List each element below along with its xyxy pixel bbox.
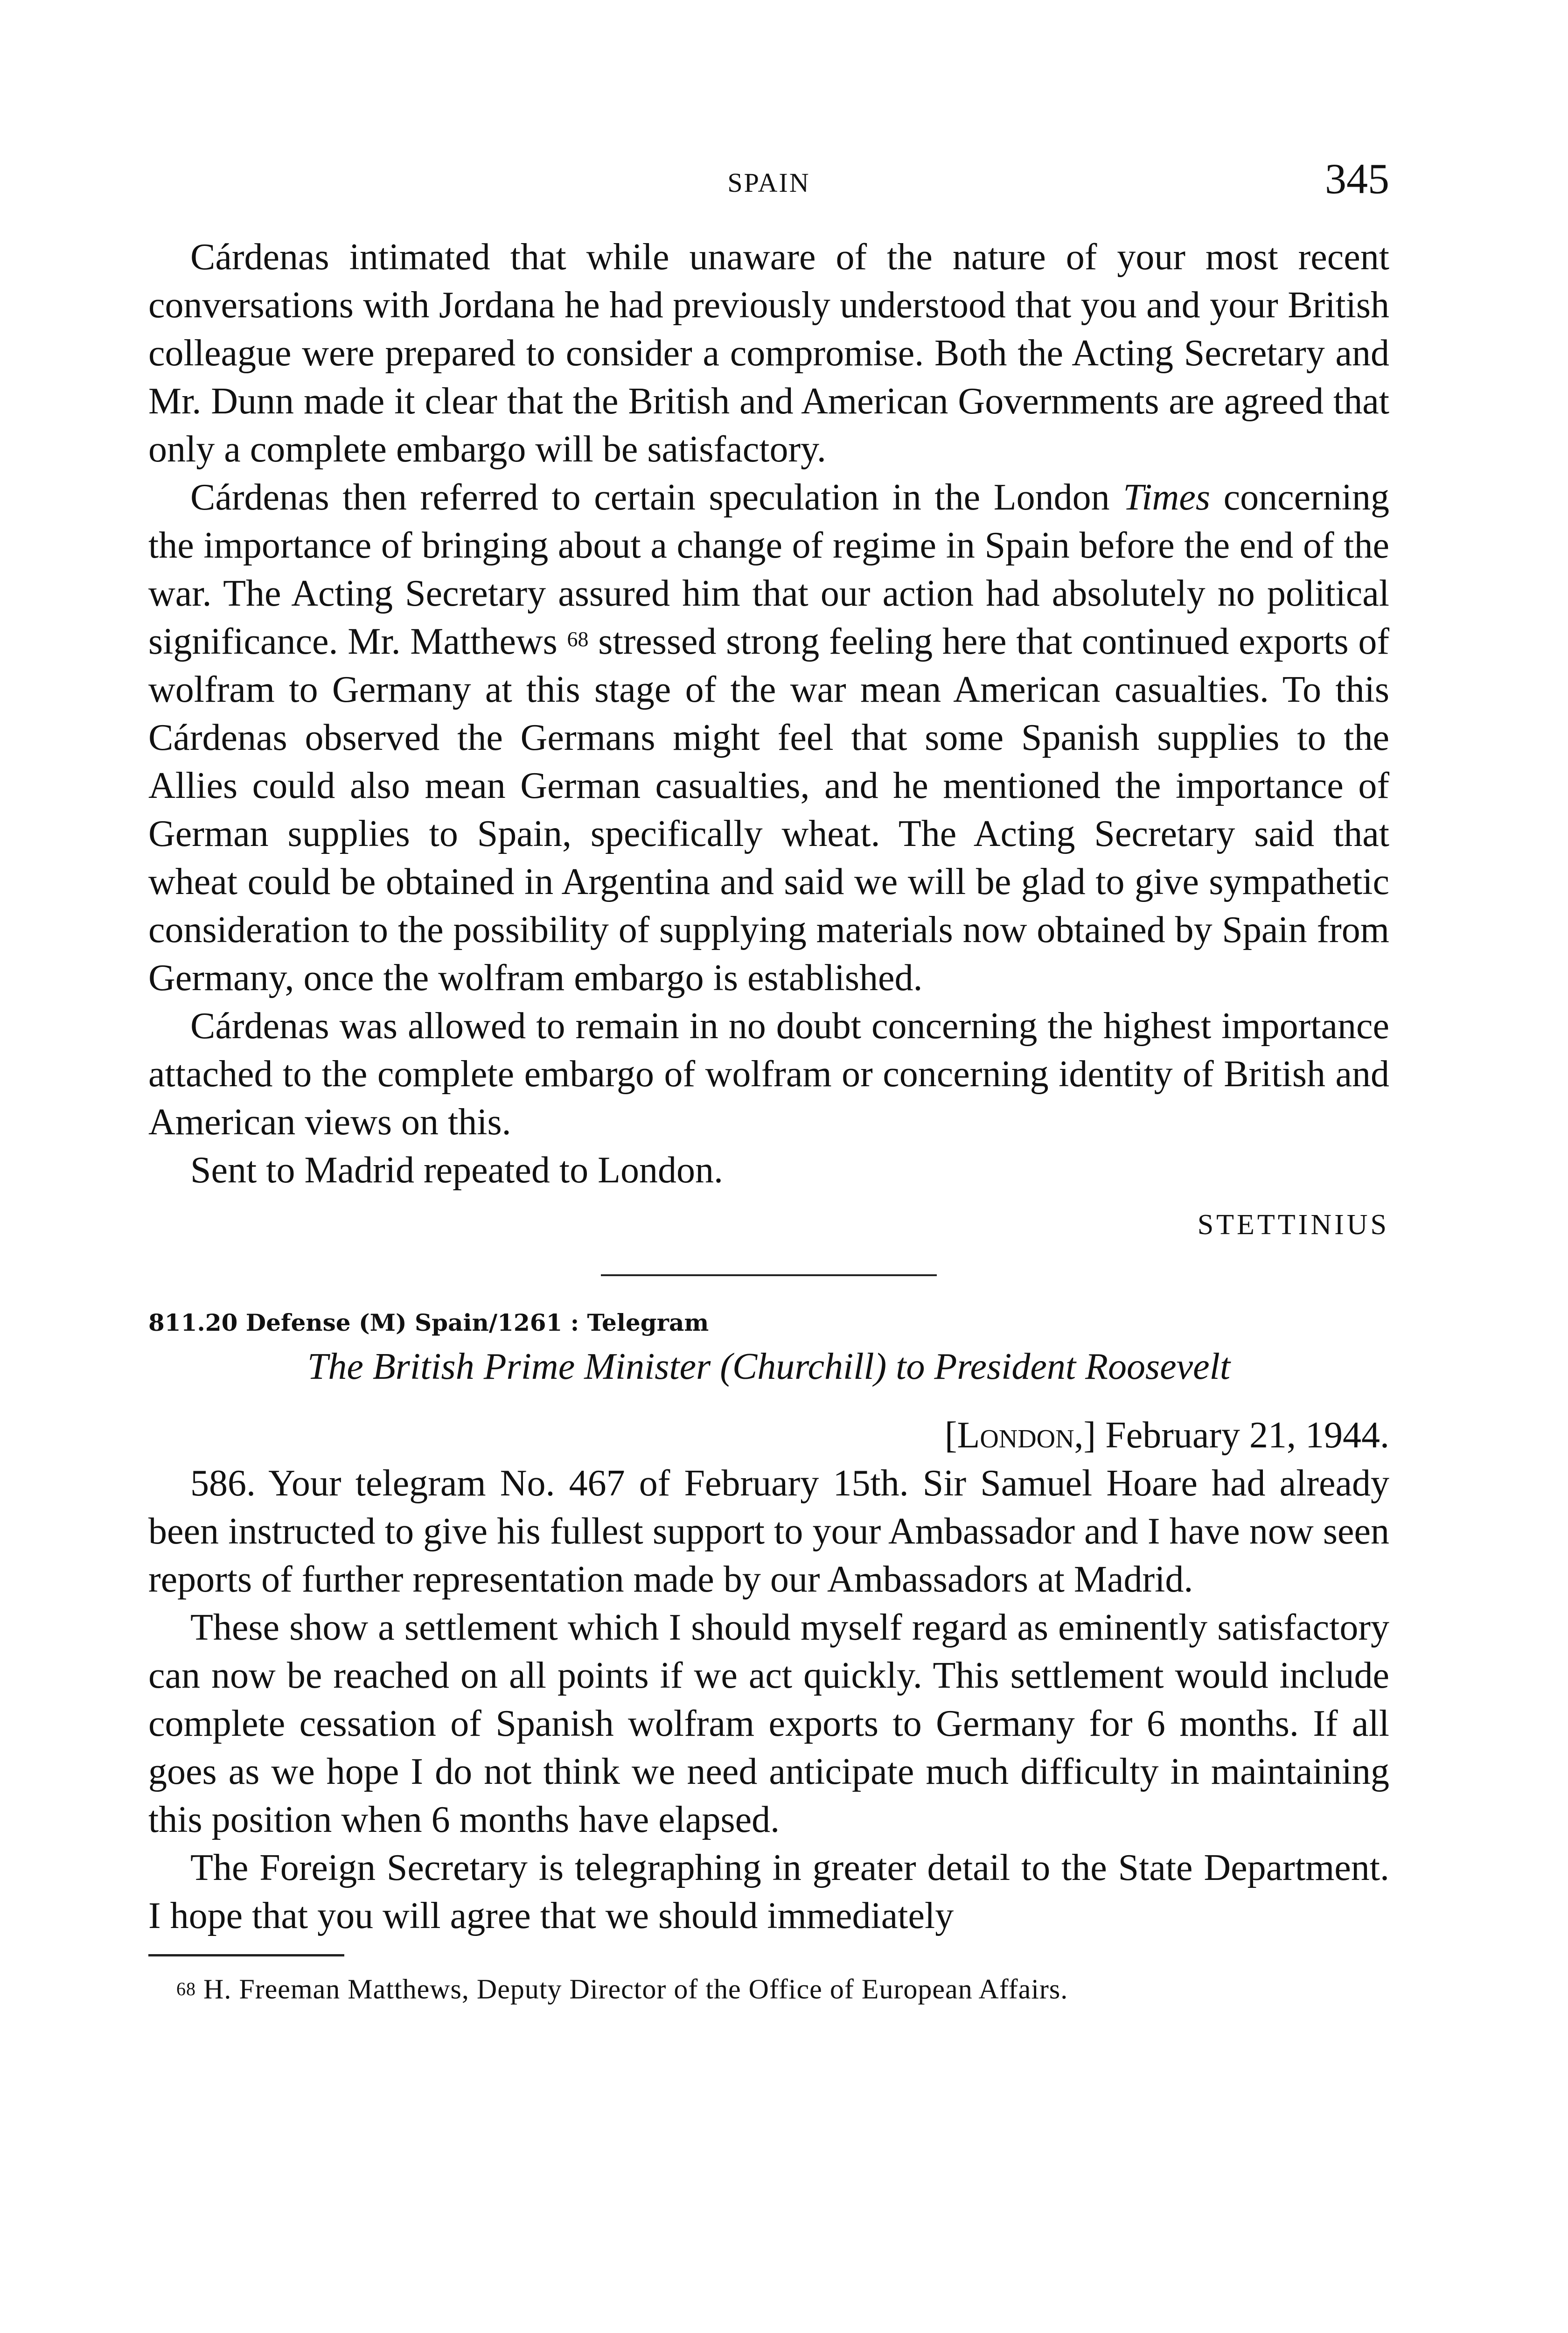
footnote-reference: 68: [567, 627, 589, 651]
signature: STETTINIUS: [1197, 1209, 1389, 1241]
file-reference: 811.20 Defense (M) Spain/1261 : Telegram: [148, 1309, 709, 1336]
paragraph: Cárdenas was allowed to remain in no doubt concerning the highest importance attached to the complete embargo of wolfram or concerning identity of British and American views on this.: [148, 1006, 1389, 1143]
running-title: SPAIN: [727, 168, 810, 198]
footnote-rule: [148, 1954, 344, 1956]
footnote-text: H. Freeman Matthews, Deputy Director of the Office of European Affairs.: [196, 1974, 1068, 2005]
section-divider: [601, 1274, 937, 1276]
paragraph: Cárdenas intimated that while unaware of the nature of your most recent conversations with Jordana he had previously understood that you and your British colleague were prepared to consider a compromise. Both the Acting Secretary and Mr. Dunn made it clear that the British and American Governments are agreed that only a complete embargo will be satisfactory.: [148, 237, 1389, 470]
footnote: [148, 1970, 1389, 2008]
body-text: [148, 233, 1389, 2008]
running-header: [148, 154, 1389, 210]
paragraph: Sent to Madrid repeated to London.: [190, 1150, 723, 1191]
paragraph: [148, 474, 1389, 1002]
document-title: The British Prime Minister (Churchill) to President Roosevelt: [307, 1346, 1231, 1387]
dateline-place: [London,]: [944, 1415, 1096, 1456]
paragraph-text: concerning the importance of bringing about a change of regime in Spain before the end of the war. The Acting Secretary assured him that our action had absolutely no political significance. Mr. Matthews: [148, 477, 1389, 662]
paragraph: 586. Your telegram No. 467 of February 15th. Sir Samuel Hoare had already been instructed to give his fullest support to your Ambassador and I have now seen reports of further representation made by our Ambassadors at Madrid.: [148, 1463, 1389, 1600]
footnote-mark: 68: [176, 1978, 196, 1999]
paragraph: The Foreign Secretary is telegraphing in greater detail to the State Department. I hope that you will agree that we should immediately: [148, 1847, 1389, 1936]
paragraph: These show a settlement which I should myself regard as eminently satisfactory can now be reached on all points if we act quickly. This settlement would include complete cessation of Spanish wolfram exports to Germany for 6 months. If all goes as we hope I do not think we need anticipate much difficulty in maintaining this position when 6 months have elapsed.: [148, 1607, 1389, 1840]
paragraph-text: stressed strong feeling here that continued exports of wolfram to Germany at this stage of the war mean American casualties. To this Cárdenas observed the Germans might feel that some Spanish supplies to the Allies could also mean German casualties, and he mentioned the importance of German supplies to Spain, specifically wheat. The Acting Secretary said that wheat could be obtained in Argentina and said we will be glad to give sympathetic consideration to the possibility of supplying materials now obtained by Spain from Germany, once the wolfram embargo is established.: [148, 621, 1390, 999]
paragraph-text: Cárdenas then referred to certain speculation in the London: [190, 477, 1123, 518]
newspaper-title: Times: [1123, 477, 1210, 518]
dateline: [148, 1411, 1389, 1460]
page-number: 345: [1325, 155, 1389, 203]
dateline-date: February 21, 1944.: [1096, 1415, 1389, 1456]
